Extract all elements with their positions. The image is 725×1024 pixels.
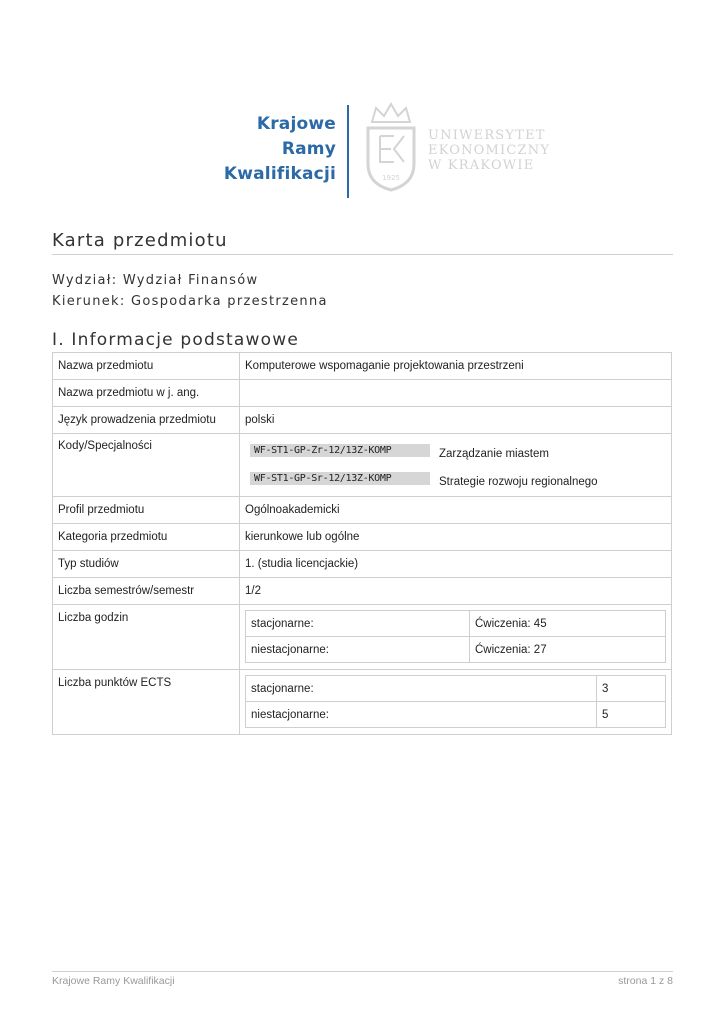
row-label: Typ studiów — [53, 551, 240, 578]
page-title: Karta przedmiotu — [52, 228, 673, 255]
ects-value: 5 — [597, 702, 666, 728]
table-row — [53, 380, 672, 407]
krk-logo-text — [200, 112, 336, 187]
uek-emblem-icon — [360, 100, 422, 192]
uek-name-text — [428, 128, 550, 173]
krk-line-2: Ramy — [281, 139, 336, 159]
row-label: Kody/Specjalności — [53, 434, 240, 497]
code-item — [245, 464, 666, 492]
table-row — [53, 497, 672, 524]
krk-line-3: Kwalifikacji — [223, 164, 336, 184]
row-label: Nazwa przedmiotu — [53, 353, 240, 380]
hours-value: Ćwiczenia: 45 — [470, 611, 666, 637]
hours-row — [246, 611, 666, 637]
ects-value: 3 — [597, 676, 666, 702]
hours-row — [246, 637, 666, 663]
section-title: I. Informacje podstawowe — [52, 330, 299, 350]
table-row — [53, 551, 672, 578]
course-code: WF-ST1-GP-Zr-12/13Z-KOMP — [250, 444, 430, 457]
ects-cell — [240, 670, 672, 735]
specialty-name: Zarządzanie miastem — [439, 448, 549, 460]
row-label: Liczba godzin — [53, 605, 240, 670]
course-code: WF-ST1-GP-Sr-12/13Z-KOMP — [250, 472, 430, 485]
hours-value: Ćwiczenia: 27 — [470, 637, 666, 663]
specialty-name: Strategie rozwoju regionalnego — [439, 476, 598, 488]
row-value: 1. (studia licencjackie) — [240, 551, 672, 578]
footer-left-text: Krajowe Ramy Kwalifikacji — [52, 975, 175, 987]
uek-year: 1925 — [382, 174, 400, 182]
field-line: Kierunek: Gospodarka przestrzenna — [52, 294, 328, 309]
row-value: 1/2 — [240, 578, 672, 605]
row-label: Język prowadzenia przedmiotu — [53, 407, 240, 434]
ects-table — [245, 675, 666, 728]
uek-line-3: W KRAKOWIE — [428, 158, 535, 173]
code-item — [245, 436, 666, 464]
table-row — [53, 578, 672, 605]
hours-table — [245, 610, 666, 663]
row-label: Liczba semestrów/semestr — [53, 578, 240, 605]
basic-info-table — [52, 352, 672, 735]
page-number: strona 1 z 8 — [618, 975, 673, 987]
header-logos — [0, 100, 725, 200]
row-value: Komputerowe wspomaganie projektowania przestrzeni — [240, 353, 672, 380]
table-row — [53, 670, 672, 735]
table-row — [53, 524, 672, 551]
study-mode: niestacjonarne: — [246, 702, 597, 728]
krk-line-1: Krajowe — [256, 114, 336, 134]
row-label: Liczba punktów ECTS — [53, 670, 240, 735]
row-label: Nazwa przedmiotu w j. ang. — [53, 380, 240, 407]
ects-row — [246, 702, 666, 728]
codes-cell — [240, 434, 672, 497]
study-mode: stacjonarne: — [246, 611, 470, 637]
hours-cell — [240, 605, 672, 670]
table-row — [53, 605, 672, 670]
faculty-line: Wydział: Wydział Finansów — [52, 273, 259, 288]
row-label: Kategoria przedmiotu — [53, 524, 240, 551]
study-mode: niestacjonarne: — [246, 637, 470, 663]
row-label: Profil przedmiotu — [53, 497, 240, 524]
ects-row — [246, 676, 666, 702]
table-row — [53, 434, 672, 497]
table-row — [53, 407, 672, 434]
row-value: polski — [240, 407, 672, 434]
study-mode: stacjonarne: — [246, 676, 597, 702]
row-value — [240, 380, 672, 407]
row-value: kierunkowe lub ogólne — [240, 524, 672, 551]
uek-line-2: EKONOMICZNY — [428, 143, 551, 158]
table-row — [53, 353, 672, 380]
uek-line-1: UNIWERSYTET — [428, 128, 546, 143]
row-value: Ogólnoakademicki — [240, 497, 672, 524]
logo-divider — [347, 105, 349, 198]
footer-divider — [52, 971, 673, 972]
